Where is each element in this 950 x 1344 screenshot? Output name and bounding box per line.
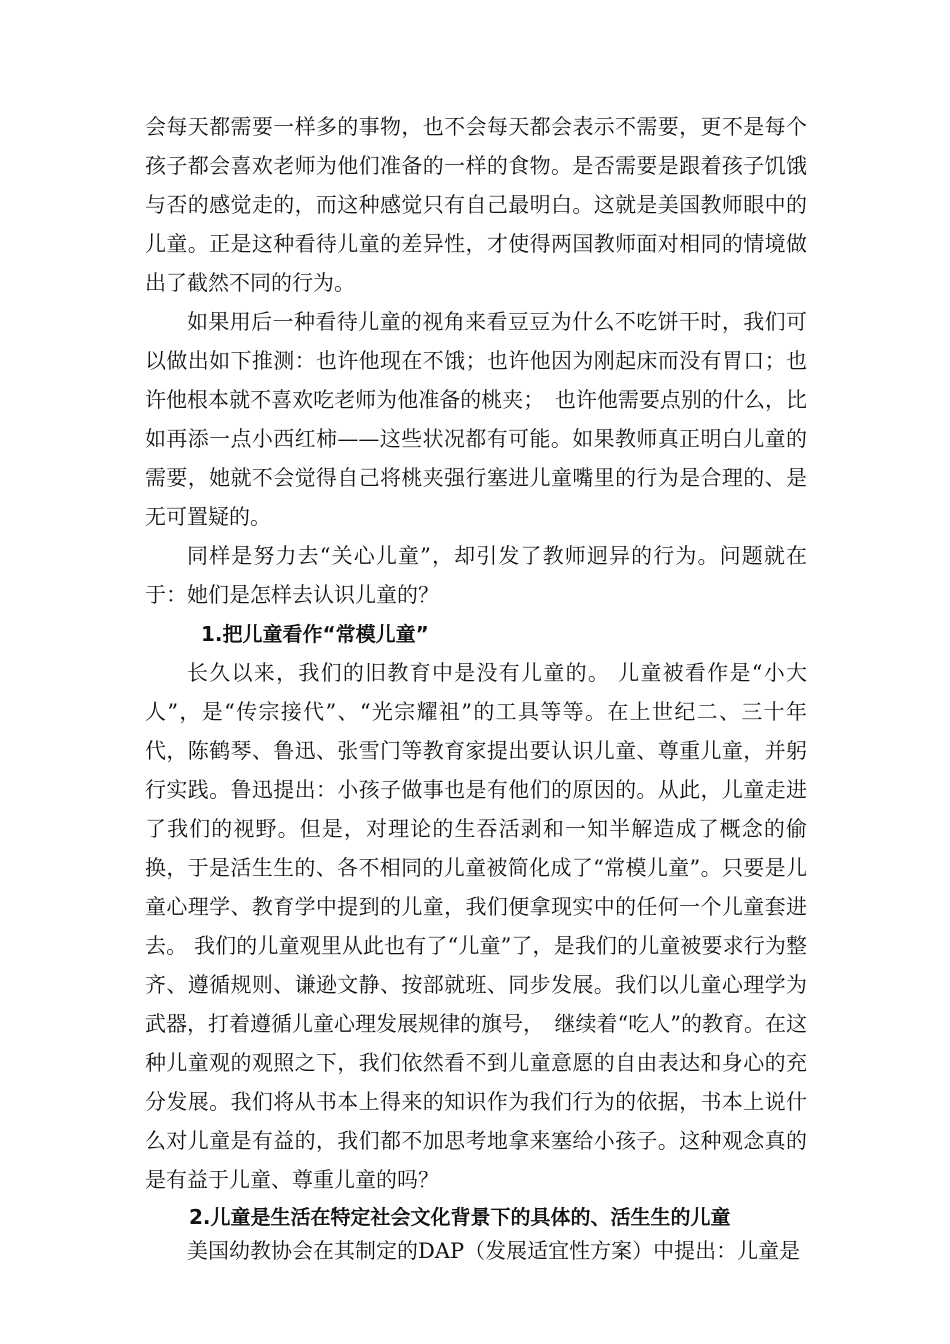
paragraph-inference: 如果用后一种看待儿童的视角来看豆豆为什么不吃饼干时，我们可以做出如下推测：也许他现在不饿；也许他因为刚起床而没有胃口；也许他根本就不喜欢吃老师为他准备的桃夹； 也许他需要点别的什么，比如再添一点小西红柿——这些状况都有可能。如果教师真正明白儿童的需要，她就不会觉得自己将桃夹强行塞进儿童嘴里的行为是合理的、是无可置疑的。 — [145, 310, 807, 529]
document-page — [145, 108, 807, 1268]
paragraph-norm-child: 长久以来，我们的旧教育中是没有儿童的。 儿童被看作是“小大人”，是“传宗接代”、“光宗耀祖”的工具等等。在上世纪二、三十年代，陈鹤琴、鲁迅、张雪门等教育家提出要认识儿童、尊重儿童，并躬行实践。鲁迅提出：小孩子做事也是有他们的原因的。从此，儿童走进了我们的视野。但是，对理论的生吞活剥和一知半解造成了概念的偷换，于是活生生的、各不相同的儿童被简化成了“常模儿童”。只要是儿童心理学、教育学中提到的儿童，我们便拿现实中的任何一个儿童套进去。 我们的儿童观里从此也有了“儿童”了，是我们的儿童被要求行为整齐、遵循规则、谦逊文静、按部就班、同步发展。我们以儿童心理学为武器，打着遵循儿童心理发展规律的旗号， 继续着“吃人”的教育。在这种儿童观的观照之下，我们依然看不到儿童意愿的自由表达和身心的充分发展。我们将从书本上得来的知识作为我们行为的依据，书本上说什么对儿童是有益的，我们都不加思考地拿来塞给小孩子。这种观念真的是有益于儿童、尊重儿童的吗？ — [145, 661, 807, 1192]
section-heading-2: 2.儿童是生活在特定社会文化背景下的具体的、活生生的儿童 — [189, 1205, 731, 1229]
paragraph-dap: 美国幼教协会在其制定的DAP（发展适宜性方案）中提出：儿童是 — [187, 1239, 801, 1263]
paragraph-continued: 会每天都需要一样多的事物，也不会每天都会表示不需要，更不是每个孩子都会喜欢老师为他们准备的一样的食物。是否需要是跟着孩子饥饿与否的感觉走的，而这种感觉只有自己最明白。这就是美国教师眼中的儿童。正是这种看待儿童的差异性，才使得两国教师面对相同的情境做出了截然不同的行为。 — [145, 115, 807, 295]
section-heading-1: 1.把儿童看作“常模儿童” — [201, 622, 429, 646]
paragraph-question: 同样是努力去“关心儿童”，却引发了教师迥异的行为。问题就在于：她们是怎样去认识儿童的？ — [145, 544, 807, 607]
